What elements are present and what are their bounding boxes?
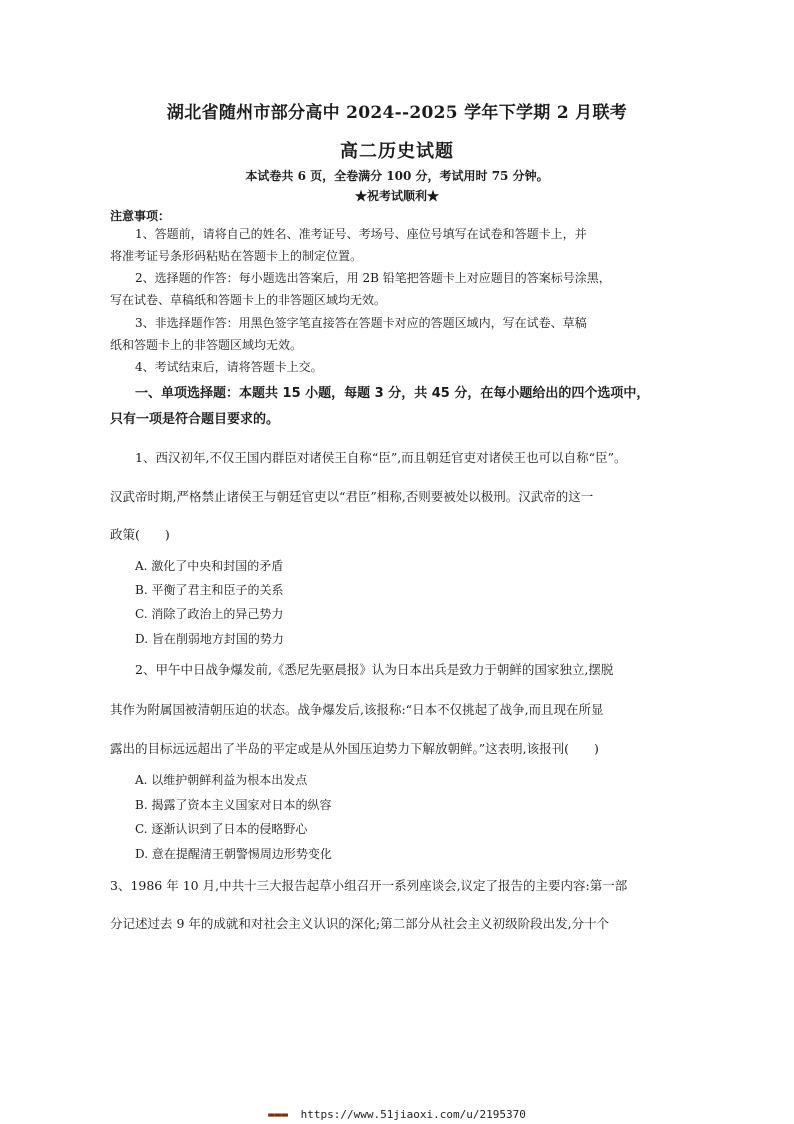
question-1-option-c: C. 消除了政治上的异己势力 [135, 607, 284, 621]
footer [0, 1108, 794, 1121]
question-2-line2: 其作为附属国被清朝压迫的状态。战争爆发后,该报称:“日本不仅挑起了战争,而且现在所显 [110, 702, 604, 717]
note-1-line1: 1、答题前，请将自己的姓名、准考证号、考场号、座位号填写在试卷和答题卡上，并 [135, 227, 587, 241]
question-1-line2: 汉武帝时期,严格禁止诸侯王与朝廷官吏以“君臣”相称,否则要被处以极刑。汉武帝的这一 [110, 489, 594, 504]
question-3-line1: 3、1986 年 10 月,中共十三大报告起草小组召开一系列座谈会,议定了报告的主要内容:第一部 [110, 878, 628, 893]
question-2-option-a: A. 以维护朝鲜利益为根本出发点 [135, 773, 308, 787]
question-3-line2: 分记述过去 9 年的成就和对社会主义认识的深化;第二部分从社会主义初级阶段出发,分十个 [110, 916, 610, 931]
question-1-option-b: B. 平衡了君主和臣子的关系 [135, 583, 284, 597]
question-2-option-c: C. 逐渐认识到了日本的侵略野心 [135, 822, 308, 836]
question-1-line3: 政策( ) [110, 527, 170, 542]
note-3-line1: 3、非选择题作答：用黑色签字笔直接答在答题卡对应的答题区域内，写在试卷、草稿 [135, 316, 587, 330]
note-4: 4、考试结束后，请将答题卡上交。 [135, 360, 323, 374]
note-2-line2: 写在试卷、草稿纸和答题卡上的非答题区域均无效。 [110, 293, 387, 307]
question-2-option-d: D. 意在提醒清王朝警惕周边形势变化 [135, 847, 332, 861]
exam-wish: ★祝考试顺利★ [354, 189, 439, 203]
question-2-line3: 露出的目标远远超出了半岛的平定或是从外国压迫势力下解放朝鲜。”这表明,该报刊( ) [110, 741, 599, 756]
question-2-option-b: B. 揭露了资本主义国家对日本的纵容 [135, 798, 332, 812]
question-2-line1: 2、甲午中日战争爆发前,《悉尼先驱晨报》认为日本出兵是致力于朝鲜的国家独立,摆脱 [135, 662, 614, 677]
footer-watermark-icon: ▬▬▬ [268, 1108, 289, 1121]
question-1-line1: 1、西汉初年,不仅王国内群臣对诸侯王自称“臣”,而且朝廷官吏对诸侯王也可以自称“臣”。 [135, 450, 627, 465]
exam-title-line1: 湖北省随州市部分高中 2024--2025 学年下学期 2 月联考 [166, 103, 628, 123]
question-1-option-a: A. 激化了中央和封国的矛盾 [135, 559, 284, 573]
notes-heading: 注意事项： [110, 209, 171, 223]
section-heading-line2: 只有一项是符合题目要求的。 [110, 412, 280, 427]
note-2-line1: 2、选择题的作答：每小题选出答案后，用 2B 铅笔把答题卡上对应题目的答案标号涂黑， [135, 271, 611, 285]
exam-title-line2: 高二历史试题 [340, 141, 454, 162]
section-heading-line1: 一、单项选择题：本题共 15 小题，每题 3 分，共 45 分，在每小题给出的四个选项中， [135, 386, 650, 401]
question-1-option-d: D. 旨在削弱地方封国的势力 [135, 632, 284, 646]
exam-info: 本试卷共 6 页，全卷满分 100 分，考试用时 75 分钟。 [245, 169, 549, 183]
note-1-line2: 将准考证号条形码粘贴在答题卡上的制定位置。 [110, 249, 363, 263]
footer-url-link[interactable]: https://www.51jiaoxi.com/u/2195370 [300, 1108, 526, 1121]
note-3-line2: 纸和答题卡上的非答题区域均无效。 [110, 338, 303, 352]
